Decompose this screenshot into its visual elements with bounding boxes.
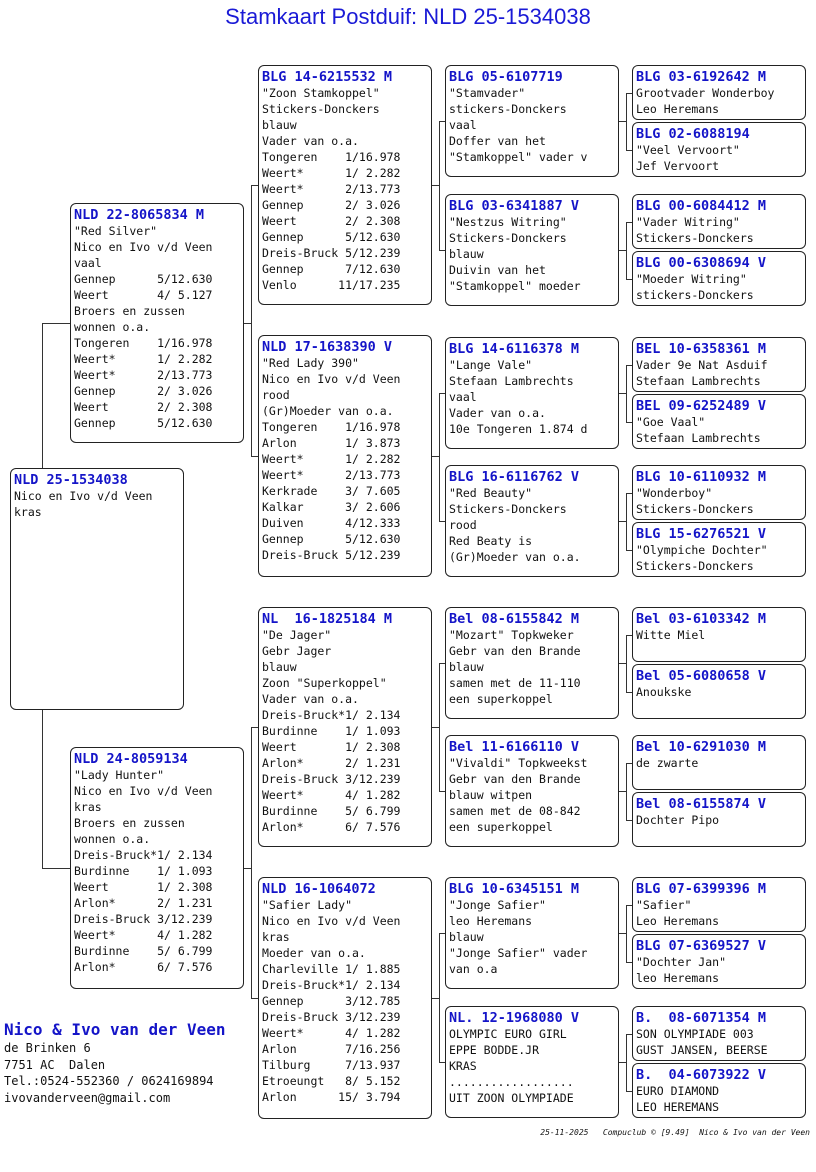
ring-number: BLG 10-6345151 M: [449, 881, 580, 897]
pigeon-detail-line: Burdinne 5/ 6.799: [74, 944, 213, 958]
ring-number: BLG 02-6088194: [636, 126, 750, 142]
pigeon-detail-line: Vader van o.a.: [262, 692, 359, 706]
pigeon-detail-line: Weert* 1/ 2.282: [262, 166, 401, 180]
pigeon-detail-line: Gennep 5/12.630: [74, 272, 213, 286]
owner-info: [4, 1020, 226, 1106]
pigeon-detail-line: Broers en zussen: [74, 304, 185, 318]
pigeon-detail-line: Leo Heremans: [636, 102, 720, 116]
pigeon-detail-line: Weert* 2/13.773: [262, 468, 401, 482]
ring-number: NLD 25-1534038: [14, 472, 128, 488]
ring-number: NLD 24-8059134: [74, 751, 188, 767]
tree-connector: [439, 1062, 445, 1063]
pigeon-card[interactable]: [632, 465, 806, 520]
tree-connector: [626, 422, 632, 423]
pigeon-detail-line: leo Heremans: [636, 971, 720, 985]
tree-connector: [626, 1091, 632, 1092]
pigeon-detail-line: "Lange Vale": [449, 358, 533, 372]
pigeon-detail-line: Anoukske: [636, 685, 692, 699]
pigeon-detail-line: "Stamkoppel" vader v: [449, 150, 588, 164]
pigeon-card[interactable]: [632, 194, 806, 249]
pigeon-card[interactable]: [445, 465, 619, 577]
pigeon-detail-line: van o.a: [449, 962, 498, 976]
tree-connector: [439, 663, 440, 791]
tree-connector: [626, 365, 632, 366]
pigeon-detail-line: "Stamvader": [449, 86, 526, 100]
ring-number: B. 04-6073922 V: [636, 1067, 767, 1083]
pigeon-card[interactable]: [70, 747, 244, 989]
pigeon-detail-line: "Olympiche Dochter": [636, 543, 768, 557]
pigeon-detail-line: Stefaan Lambrechts: [449, 374, 574, 388]
pigeon-detail-line: LEO HEREMANS: [636, 1100, 720, 1114]
pigeon-detail-line: "Lady Hunter": [74, 768, 165, 782]
pigeon-detail-line: Dreis-Bruck*1/ 2.134: [262, 708, 401, 722]
pigeon-detail-line: Arlon 15/ 3.794: [262, 1090, 401, 1104]
pigeon-detail-line: Dreis-Bruck 5/12.239: [262, 548, 401, 562]
pigeon-detail-line: OLYMPIC EURO GIRL: [449, 1027, 567, 1041]
pigeon-detail-line: "Safier": [636, 898, 692, 912]
owner-phone: Tel.:0524-552360 / 0624169894: [4, 1074, 214, 1088]
pigeon-card[interactable]: [632, 1063, 806, 1118]
tree-connector: [626, 763, 627, 820]
tree-connector: [439, 121, 445, 122]
ring-number: BLG 03-6341887 V: [449, 198, 580, 214]
pigeon-card[interactable]: [632, 522, 806, 577]
tree-connector: [626, 905, 632, 906]
pigeon-detail-line: Stefaan Lambrechts: [636, 374, 761, 388]
tree-connector: [439, 663, 445, 664]
pigeon-detail-line: Stickers-Donckers: [636, 502, 754, 516]
pigeon-detail-line: Nico en Ivo v/d Veen: [262, 372, 401, 386]
pigeon-detail-line: Weert* 2/13.773: [74, 368, 213, 382]
pigeon-detail-line: een superkoppel: [449, 820, 553, 834]
tree-connector: [626, 962, 632, 963]
pigeon-detail-line: een superkoppel: [449, 692, 553, 706]
tree-connector: [626, 635, 632, 636]
pigeon-detail-line: Gennep 3/12.785: [262, 994, 401, 1008]
pigeon-detail-line: Duivin van het: [449, 263, 546, 277]
pigeon-card[interactable]: [445, 1006, 619, 1118]
pigeon-detail-line: Arlon* 2/ 1.231: [74, 896, 213, 910]
pigeon-detail-line: Tongeren 1/16.978: [262, 420, 401, 434]
pigeon-card[interactable]: [70, 203, 244, 443]
pigeon-detail-line: Weert* 4/ 1.282: [262, 788, 401, 802]
pigeon-card[interactable]: [632, 792, 806, 847]
pigeon-detail-line: Weert* 4/ 1.282: [262, 1026, 401, 1040]
tree-connector: [626, 93, 632, 94]
pigeon-card[interactable]: [632, 337, 806, 392]
tree-connector: [619, 250, 626, 251]
pigeon-detail-line: Gebr van den Brande: [449, 772, 581, 786]
pigeon-detail-line: "Stamkoppel" moeder: [449, 279, 581, 293]
pigeon-detail-line: wonnen o.a.: [74, 832, 151, 846]
tree-connector: [626, 905, 627, 962]
pigeon-detail-line: "Dochter Jan": [636, 955, 727, 969]
tree-connector: [251, 727, 252, 998]
pigeon-detail-line: Zoon "Superkoppel": [262, 676, 387, 690]
tree-connector: [619, 933, 626, 934]
pigeon-detail-line: kras: [262, 930, 290, 944]
pigeon-detail-line: EURO DIAMOND: [636, 1084, 720, 1098]
tree-connector: [244, 323, 251, 324]
pigeon-detail-line: Venlo 11/17.235: [262, 278, 401, 292]
tree-connector: [439, 521, 445, 522]
pigeon-detail-line: vaal: [449, 390, 477, 404]
pigeon-detail-line: Etroeungt 8/ 5.152: [262, 1074, 401, 1088]
pigeon-detail-line: blauw: [449, 247, 484, 261]
pigeon-detail-line: Broers en zussen: [74, 816, 185, 830]
pigeon-card[interactable]: [258, 65, 432, 305]
pigeon-detail-line: Tongeren 1/16.978: [262, 150, 401, 164]
pigeon-detail-line: Duiven 4/12.333: [262, 516, 401, 530]
pigeon-detail-line: ..................: [449, 1075, 574, 1089]
pigeon-card[interactable]: [632, 251, 806, 306]
tree-connector: [626, 1034, 632, 1035]
pigeon-detail-line: "Veel Vervoort": [636, 143, 740, 157]
ring-number: Bel 08-6155842 M: [449, 611, 580, 627]
tree-connector: [432, 185, 439, 186]
pigeon-detail-line: "Jonge Safier" vader: [449, 946, 588, 960]
pigeon-detail-line: Gennep 2/ 3.026: [262, 198, 401, 212]
pigeon-detail-line: Stefaan Lambrechts: [636, 431, 761, 445]
tree-connector: [626, 1034, 627, 1091]
pigeon-detail-line: Gennep 2/ 3.026: [74, 384, 213, 398]
pigeon-detail-line: Dreis-Bruck 3/12.239: [74, 912, 213, 926]
owner-address-line: de Brinken 6: [4, 1041, 91, 1055]
pigeon-detail-line: Weert* 1/ 2.282: [74, 352, 213, 366]
pigeon-detail-line: rood: [262, 388, 290, 402]
pigeon-detail-line: UIT ZOON OLYMPIADE: [449, 1091, 574, 1105]
tree-connector: [619, 121, 626, 122]
pigeon-detail-line: Dreis-Bruck 5/12.239: [262, 246, 401, 260]
pigeon-detail-line: "Goe Vaal": [636, 415, 706, 429]
tree-connector: [626, 279, 632, 280]
tree-connector: [626, 820, 632, 821]
pigeon-card[interactable]: [10, 468, 184, 710]
pigeon-detail-line: Grootvader Wonderboy: [636, 86, 775, 100]
pigeon-detail-line: Weert 4/ 5.127: [74, 288, 213, 302]
tree-connector: [619, 1062, 626, 1063]
pigeon-detail-line: EPPE BODDE.JR: [449, 1043, 540, 1057]
tree-connector: [626, 222, 627, 279]
tree-connector: [251, 727, 258, 728]
pigeon-detail-line: "Red Lady 390": [262, 356, 359, 370]
pigeon-detail-line: "Red Beauty": [449, 486, 533, 500]
pigeon-card[interactable]: [445, 877, 619, 989]
pigeon-card[interactable]: [445, 607, 619, 719]
ring-number: BLG 10-6110932 M: [636, 469, 767, 485]
pigeon-card[interactable]: [632, 607, 806, 662]
tree-connector: [626, 692, 632, 693]
ring-number: Bel 05-6080658 V: [636, 668, 767, 684]
pigeon-detail-line: Gennep 5/12.630: [262, 230, 401, 244]
ring-number: NLD 22-8065834 M: [74, 207, 205, 223]
pigeon-detail-line: blauw: [262, 118, 297, 132]
pigeon-detail-line: blauw: [262, 660, 297, 674]
ring-number: NL. 12-1968080 V: [449, 1010, 580, 1026]
pigeon-card[interactable]: [632, 877, 806, 932]
pigeon-detail-line: Weert* 4/ 1.282: [74, 928, 213, 942]
pigeon-detail-line: "Jonge Safier": [449, 898, 546, 912]
ring-number: NLD 16-1064072: [262, 881, 376, 897]
pigeon-detail-line: Tilburg 7/13.937: [262, 1058, 401, 1072]
pigeon-detail-line: "Safier Lady": [262, 898, 353, 912]
pigeon-detail-line: Vader 9e Nat Asduif: [636, 358, 768, 372]
pigeon-detail-line: kras: [74, 800, 102, 814]
tree-connector: [42, 323, 43, 468]
tree-connector: [251, 185, 252, 456]
pigeon-detail-line: "Moeder Witring": [636, 272, 747, 286]
pigeon-detail-line: Stickers-Donckers: [636, 231, 754, 245]
pigeon-detail-line: Nico en Ivo v/d Veen: [262, 914, 401, 928]
pigeon-detail-line: stickers-Donckers: [449, 102, 567, 116]
pigeon-detail-line: Charleville 1/ 1.885: [262, 962, 401, 976]
pigeon-detail-line: (Gr)Moeder van o.a.: [449, 550, 581, 564]
pigeon-detail-line: vaal: [74, 256, 102, 270]
pigeon-detail-line: Leo Heremans: [636, 914, 720, 928]
tree-connector: [619, 663, 626, 664]
pigeon-detail-line: de zwarte: [636, 756, 699, 770]
ring-number: Bel 10-6291030 M: [636, 739, 767, 755]
pigeon-detail-line: Weert 2/ 2.308: [74, 400, 213, 414]
pigeon-card[interactable]: [445, 735, 619, 847]
pigeon-detail-line: stickers-Donckers: [636, 288, 754, 302]
pigeon-detail-line: Gennep 5/12.630: [74, 416, 213, 430]
tree-connector: [42, 710, 43, 868]
tree-connector: [42, 323, 70, 324]
pigeon-detail-line: Gennep 7/12.630: [262, 262, 401, 276]
pigeon-detail-line: Vader van o.a.: [262, 134, 359, 148]
pigeon-detail-line: Moeder van o.a.: [262, 946, 366, 960]
pigeon-detail-line: Nico en Ivo v/d Veen: [14, 489, 153, 503]
ring-number: BLG 05-6107719: [449, 69, 563, 85]
pigeon-card[interactable]: [258, 607, 432, 847]
owner-address-line: 7751 AC Dalen: [4, 1057, 106, 1072]
pigeon-detail-line: Doffer van het: [449, 134, 546, 148]
tree-connector: [251, 456, 258, 457]
pigeon-detail-line: "De Jager": [262, 628, 332, 642]
tree-connector: [626, 150, 632, 151]
pigeon-detail-line: KRAS: [449, 1059, 477, 1073]
ring-number: Bel 08-6155874 V: [636, 796, 767, 812]
pigeon-detail-line: GUST JANSEN, BEERSE: [636, 1043, 768, 1057]
pigeon-detail-line: Nico en Ivo v/d Veen: [74, 240, 213, 254]
pigeon-detail-line: "Red Silver": [74, 224, 158, 238]
tree-connector: [626, 763, 632, 764]
tree-connector: [251, 185, 258, 186]
ring-number: BLG 14-6116378 M: [449, 341, 580, 357]
ring-number: BLG 14-6215532 M: [262, 69, 393, 85]
tree-connector: [439, 933, 440, 1062]
pigeon-detail-line: Jef Vervoort: [636, 159, 720, 173]
tree-connector: [626, 493, 627, 550]
pigeon-detail-line: Arlon 7/16.256: [262, 1042, 401, 1056]
tree-connector: [626, 93, 627, 150]
pigeon-card[interactable]: [632, 664, 806, 719]
pigeon-detail-line: Weert* 2/13.773: [262, 182, 401, 196]
pigeon-detail-line: blauw: [449, 930, 484, 944]
pigeon-card[interactable]: [632, 394, 806, 449]
ring-number: BLG 15-6276521 V: [636, 526, 767, 542]
pigeon-detail-line: (Gr)Moeder van o.a.: [262, 404, 394, 418]
pigeon-detail-line: samen met de 08-842: [449, 804, 581, 818]
pigeon-detail-line: "Vader Witring": [636, 215, 740, 229]
tree-connector: [439, 393, 445, 394]
pigeon-card[interactable]: [445, 194, 619, 306]
ring-number: BLG 00-6084412 M: [636, 198, 767, 214]
pigeon-detail-line: "Zoon Stamkoppel": [262, 86, 380, 100]
pigeon-detail-line: 10e Tongeren 1.874 d: [449, 422, 588, 436]
tree-connector: [432, 456, 439, 457]
pigeon-card[interactable]: [632, 735, 806, 790]
ring-number: BLG 07-6399396 M: [636, 881, 767, 897]
ring-number: BEL 09-6252489 V: [636, 398, 767, 414]
pigeon-detail-line: Burdinne 5/ 6.799: [262, 804, 401, 818]
pigeon-detail-line: Weert 1/ 2.308: [262, 740, 401, 754]
tree-connector: [432, 998, 439, 999]
ring-number: BLG 07-6369527 V: [636, 938, 767, 954]
pigeon-detail-line: samen met de 11-110: [449, 676, 581, 690]
owner-name: Nico & Ivo van der Veen: [4, 1020, 226, 1039]
pigeon-detail-line: Stickers-Donckers: [449, 231, 567, 245]
pigeon-card[interactable]: [258, 877, 432, 1119]
pigeon-detail-line: Arlon* 6/ 7.576: [262, 820, 401, 834]
pigeon-detail-line: Gebr van den Brande: [449, 644, 581, 658]
ring-number: BLG 03-6192642 M: [636, 69, 767, 85]
tree-connector: [439, 791, 445, 792]
tree-connector: [244, 868, 251, 869]
pigeon-detail-line: Witte Miel: [636, 628, 706, 642]
pigeon-detail-line: Nico en Ivo v/d Veen: [74, 784, 213, 798]
pigeon-detail-line: Arlon 1/ 3.873: [262, 436, 401, 450]
ring-number: BLG 00-6308694 V: [636, 255, 767, 271]
pigeon-detail-line: Burdinne 1/ 1.093: [262, 724, 401, 738]
tree-connector: [619, 791, 626, 792]
pigeon-detail-line: Weert 2/ 2.308: [262, 214, 401, 228]
ring-number: NL 16-1825184 M: [262, 611, 393, 627]
pigeon-detail-line: SON OLYMPIADE 003: [636, 1027, 754, 1041]
pigeon-detail-line: "Wonderboy": [636, 486, 713, 500]
pigeon-detail-line: Tongeren 1/16.978: [74, 336, 213, 350]
tree-connector: [626, 635, 627, 692]
pigeon-card[interactable]: [632, 934, 806, 989]
pigeon-detail-line: blauw: [449, 660, 484, 674]
tree-connector: [439, 121, 440, 250]
ring-number: Bel 03-6103342 M: [636, 611, 767, 627]
pigeon-detail-line: "Vivaldi" Topkweekst: [449, 756, 588, 770]
pigeon-detail-line: Gebr Jager: [262, 644, 332, 658]
tree-connector: [619, 393, 626, 394]
tree-connector: [626, 550, 632, 551]
pigeon-detail-line: Kerkrade 3/ 7.605: [262, 484, 401, 498]
pigeon-detail-line: wonnen o.a.: [74, 320, 151, 334]
owner-email[interactable]: ivovanderveen@gmail.com: [4, 1090, 171, 1105]
pigeon-detail-line: Arlon* 6/ 7.576: [74, 960, 213, 974]
pigeon-detail-line: Dreis-Bruck 3/12.239: [262, 772, 401, 786]
pigeon-card[interactable]: [445, 337, 619, 449]
pigeon-detail-line: Stickers-Donckers: [449, 502, 567, 516]
pigeon-detail-line: Arlon* 2/ 1.231: [262, 756, 401, 770]
ring-number: BEL 10-6358361 M: [636, 341, 767, 357]
tree-connector: [626, 493, 632, 494]
pigeon-detail-line: kras: [14, 505, 42, 519]
tree-connector: [439, 250, 445, 251]
ring-number: BLG 16-6116762 V: [449, 469, 580, 485]
tree-connector: [432, 727, 439, 728]
ring-number: Bel 11-6166110 V: [449, 739, 580, 755]
pigeon-detail-line: Dreis-Bruck*1/ 2.134: [262, 978, 401, 992]
pigeon-detail-line: Stickers-Donckers: [262, 102, 380, 116]
tree-connector: [42, 868, 70, 869]
pigeon-detail-line: Weert* 1/ 2.282: [262, 452, 401, 466]
pigeon-detail-line: Weert 1/ 2.308: [74, 880, 213, 894]
pigeon-detail-line: Stickers-Donckers: [636, 559, 754, 573]
pigeon-detail-line: vaal: [449, 118, 477, 132]
pigeon-detail-line: Dochter Pipo: [636, 813, 720, 827]
pigeon-detail-line: Dreis-Bruck 3/12.239: [262, 1010, 401, 1024]
tree-connector: [251, 998, 258, 999]
pigeon-detail-line: Red Beaty is: [449, 534, 533, 548]
pigeon-detail-line: blauw witpen: [449, 788, 533, 802]
footer-credit: 25-11-2025 Compuclub © [9.49] Nico & Ivo van der Veen: [540, 1128, 810, 1137]
pigeon-detail-line: rood: [449, 518, 477, 532]
pigeon-detail-line: leo Heremans: [449, 914, 533, 928]
pigeon-detail-line: "Nestzus Witring": [449, 215, 567, 229]
pigeon-card[interactable]: [258, 335, 432, 577]
pigeon-detail-line: Vader van o.a.: [449, 406, 546, 420]
pigeon-card[interactable]: [632, 1006, 806, 1061]
pigeon-card[interactable]: [632, 122, 806, 177]
pigeon-detail-line: Dreis-Bruck*1/ 2.134: [74, 848, 213, 862]
pigeon-card[interactable]: [632, 65, 806, 120]
pigeon-detail-line: Burdinne 1/ 1.093: [74, 864, 213, 878]
ring-number: B. 08-6071354 M: [636, 1010, 767, 1026]
tree-connector: [619, 521, 626, 522]
tree-connector: [626, 222, 632, 223]
pigeon-card[interactable]: [445, 65, 619, 177]
ring-number: NLD 17-1638390 V: [262, 339, 393, 355]
pigeon-detail-line: Gennep 5/12.630: [262, 532, 401, 546]
pigeon-detail-line: "Mozart" Topkweker: [449, 628, 574, 642]
tree-connector: [439, 393, 440, 521]
pigeon-detail-line: Kalkar 3/ 2.606: [262, 500, 401, 514]
page-title: Stamkaart Postduif: NLD 25-1534038: [225, 4, 591, 29]
tree-connector: [439, 933, 445, 934]
tree-connector: [626, 365, 627, 422]
